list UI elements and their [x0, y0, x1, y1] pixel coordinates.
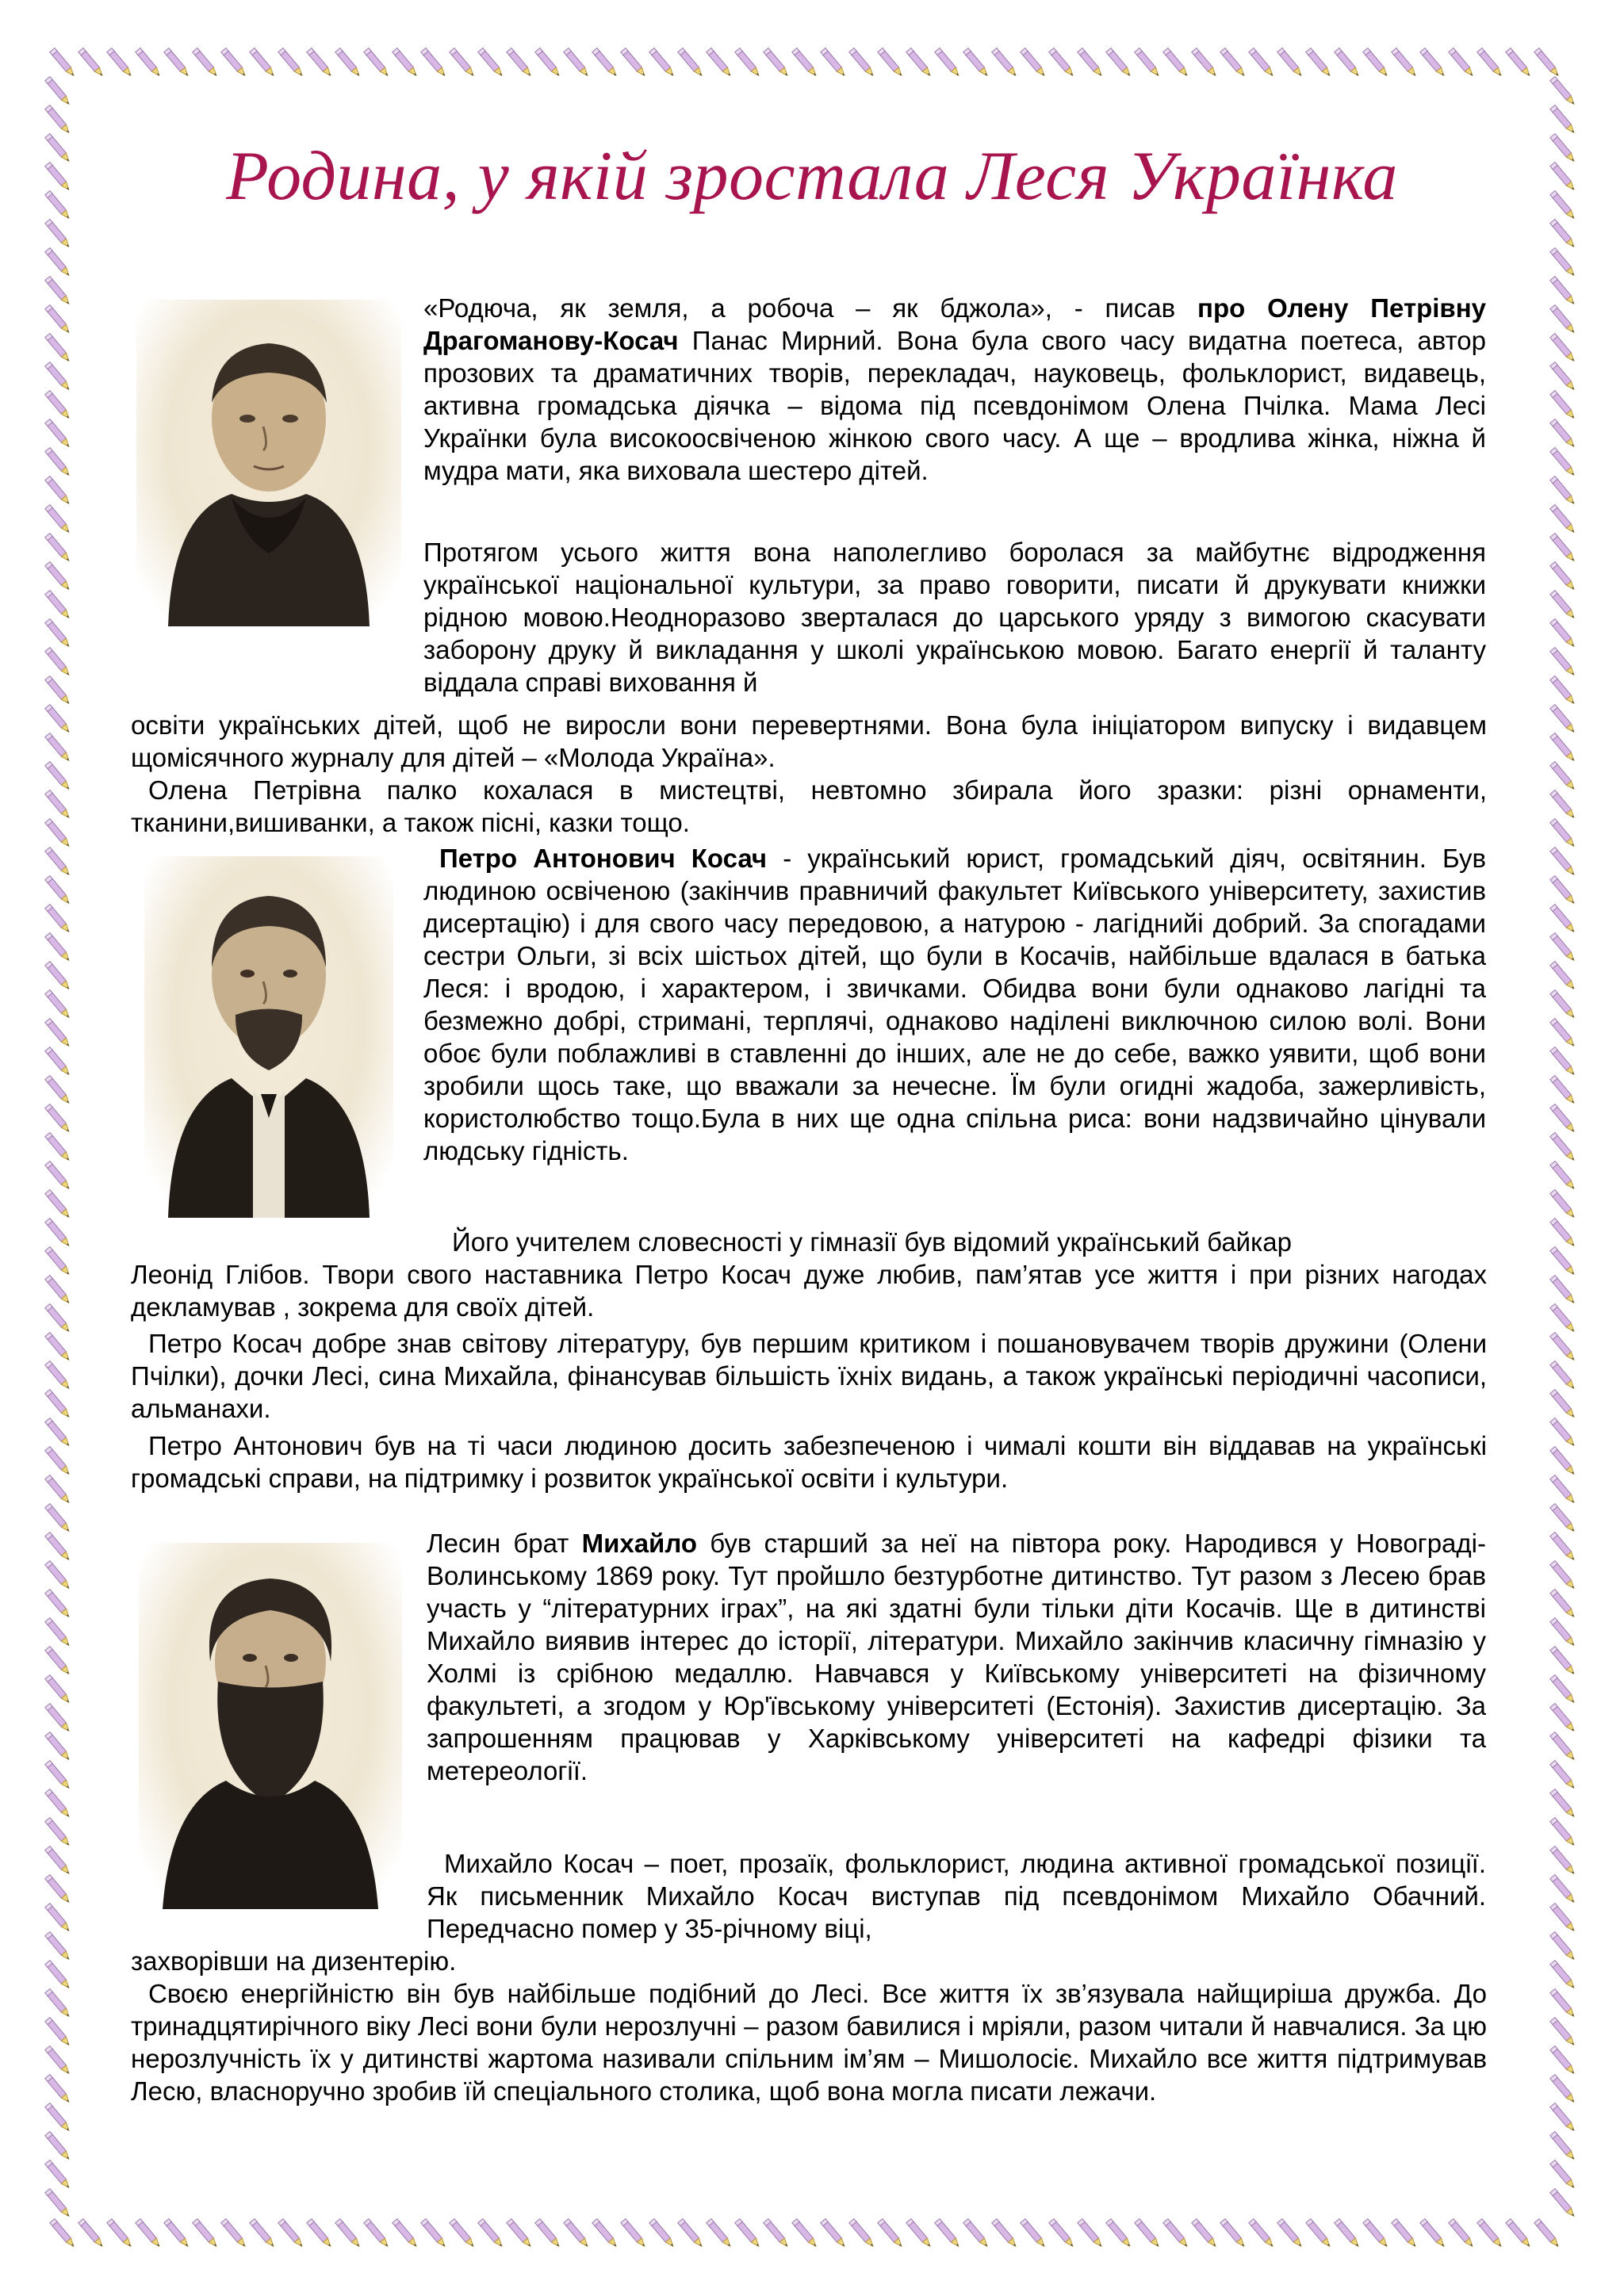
- pencil-icon: [1550, 1247, 1576, 1276]
- pencil-icon: [221, 2219, 247, 2248]
- pencil-icon: [1550, 419, 1576, 449]
- pencil-icon: [792, 48, 818, 78]
- pencil-icon: [107, 48, 133, 78]
- pencil-icon: [45, 762, 71, 791]
- pencil-icon: [1550, 476, 1576, 506]
- pencil-icon: [478, 2219, 504, 2248]
- pencil-icon: [1550, 1846, 1576, 1876]
- pencil-icon: [1550, 305, 1576, 335]
- pencil-icon: [45, 1561, 71, 1590]
- pencil-icon: [45, 676, 71, 706]
- pencil-icon: [45, 505, 71, 534]
- pencil-icon: [45, 277, 71, 306]
- pencil-icon: [79, 2219, 105, 2248]
- pencil-icon: [1106, 48, 1132, 78]
- pencil-icon: [1550, 1161, 1576, 1191]
- pencil-icon: [1534, 48, 1561, 78]
- petro-paragraph-2-rest: Леонід Глібов. Твори свого наставника Петро Косач дуже любив, пам’ятав усе життя і при різних нагодах декламував , зокрема для своїх дітей.: [131, 1260, 1487, 1322]
- pencil-icon: [1550, 534, 1576, 563]
- pencil-icon: [1550, 705, 1576, 734]
- pencil-icon: [1550, 1475, 1576, 1505]
- pencil-icon: [1550, 733, 1576, 763]
- pencil-icon: [45, 1161, 71, 1191]
- pencil-icon: [136, 2219, 162, 2248]
- pencil-icon: [45, 962, 71, 991]
- pencil-icon: [335, 48, 362, 78]
- pencil-icon: [1506, 48, 1532, 78]
- pencil-icon: [649, 2219, 676, 2248]
- pencil-icon: [1550, 819, 1576, 848]
- pencil-icon: [906, 2219, 933, 2248]
- pencil-icon: [1449, 48, 1475, 78]
- pencil-icon: [678, 2219, 704, 2248]
- pencil-icon: [1477, 2219, 1503, 2248]
- petro-paragraph-4: Петро Антонович був на ті часи людиною досить забезпеченою і чималі кошти він віддавав на українські громадські справи, на підтримку і розвиток української освіти і культури.: [131, 1431, 1487, 1493]
- pencil-icon: [393, 48, 419, 78]
- pencil-icon: [45, 1475, 71, 1505]
- pencil-icon: [992, 48, 1018, 78]
- pencil-icon: [45, 1504, 71, 1533]
- pencil-icon: [935, 48, 961, 78]
- pencil-icon: [1550, 762, 1576, 791]
- pencil-icon: [564, 2219, 590, 2248]
- pencil-icon: [1550, 2103, 1576, 2133]
- pencil-icon: [1550, 1418, 1576, 1448]
- pencil-icon: [963, 2219, 990, 2248]
- pencil-icon: [1106, 2219, 1132, 2248]
- pencil-icon: [307, 48, 333, 78]
- pencil-icon: [1550, 1276, 1576, 1305]
- pencil-icon: [1550, 1304, 1576, 1334]
- pencil-icon: [45, 2189, 71, 2218]
- pencil-icon: [1550, 77, 1576, 106]
- pencil-icon: [250, 48, 276, 78]
- pencil-icon: [45, 1533, 71, 1562]
- pencil-icon: [45, 1190, 71, 1219]
- pencil-icon: [393, 2219, 419, 2248]
- pencil-icon: [1550, 1076, 1576, 1105]
- mykhailo-paragraph-2-bottom: захворівши на дизентерію.: [131, 1946, 457, 1976]
- pencil-icon: [45, 305, 71, 335]
- pencil-icon: [45, 1219, 71, 1248]
- pencil-icon: [45, 1447, 71, 1476]
- pencil-icon: [45, 876, 71, 905]
- pencil-icon: [849, 2219, 875, 2248]
- pencil-icon: [1135, 2219, 1161, 2248]
- pencil-icon: [45, 1761, 71, 1790]
- pencil-icon: [45, 1647, 71, 1676]
- pencil-icon: [1550, 2018, 1576, 2047]
- pencil-icon: [1550, 905, 1576, 934]
- pencil-icon: [45, 562, 71, 591]
- pencil-icon: [45, 1590, 71, 1619]
- petro-full-name: Петро Антонович Косач: [439, 844, 768, 873]
- pencil-icon: [1550, 1989, 1576, 2019]
- petro-paragraph-3: Петро Косач добре знав світову літературу, був першим критиком і пошановувачем творів дружини (Олени Пчілки), дочки Лесі, сина Михайла, фінансував більшість їхніх видань, а також українські періодичні часописи, альманахи.: [131, 1329, 1487, 1423]
- pencil-icon: [1449, 2219, 1475, 2248]
- petro-kosach-portrait: [144, 856, 393, 1218]
- pencil-icon: [1550, 1133, 1576, 1162]
- pencil-icon: [1550, 2046, 1576, 2076]
- pencil-icon: [1220, 48, 1247, 78]
- pencil-icon: [45, 1076, 71, 1105]
- pencil-icon: [421, 2219, 447, 2248]
- pencil-icon: [1550, 790, 1576, 820]
- pencil-icon: [1363, 2219, 1389, 2248]
- pencil-icon: [45, 1704, 71, 1733]
- mykhailo-bio-text: був старший за неї на півтора року. Народився у Новограді-Волинському 1869 року. Тут пройшло безтурботне дитинство. Тут разом з Лесею брав участь у “літературних іграх”, на які здатні були тільки діти Косачів. Ще в дитинстві Михайло виявив інтерес до історії, літератури. Михайло закінчив класичну гімназію у Холмі із срібною медаллю. Навчався у Київському університеті на фізичному факультеті, а згодом у Юр'ївському університеті (Естонія). Захистив дисертацію. За запрошенням працював у Харківському університеті на кафедрі фізики та метереології.: [427, 1529, 1486, 1785]
- pencil-icon: [878, 48, 904, 78]
- pencil-icon: [1550, 1904, 1576, 1933]
- pencil-icon: [1078, 2219, 1104, 2248]
- pencil-icon: [1550, 248, 1576, 277]
- pencil-icon: [45, 1789, 71, 1819]
- olena-paragraph-3: Олена Петрівна палко кохалася в мистецтві, невтомно збирала його зразки: різні орнаменти, тканини,вишиванки, а також пісні, казки тощо.: [131, 775, 1487, 837]
- pencil-icon: [45, 1675, 71, 1705]
- pencil-icon: [45, 448, 71, 477]
- pencil-icon: [1550, 1618, 1576, 1647]
- pencil-icon: [507, 48, 533, 78]
- pencil-icon: [307, 2219, 333, 2248]
- pencil-icon: [1550, 2132, 1576, 2161]
- pencil-icon: [1550, 1675, 1576, 1705]
- pencil-icon: [1534, 2219, 1561, 2248]
- pencil-icon: [621, 48, 647, 78]
- pencil-icon: [1550, 619, 1576, 649]
- mykhailo-paragraph-2-top: Михайло Косач – поет, прозаїк, фольклорист, людина активної громадської позиції. Як письменник Михайло Косач виступав під псевдонімом Михайло Обачний. Передчасно помер у 35-річному віці,: [427, 1849, 1486, 1943]
- pencil-icon: [935, 2219, 961, 2248]
- pencil-icon: [764, 2219, 790, 2248]
- pencil-icon: [45, 248, 71, 277]
- pencil-icon: [649, 48, 676, 78]
- olena-pchilka-portrait: [136, 300, 401, 626]
- pencil-icon: [1550, 1047, 1576, 1077]
- pencil-icon: [1335, 48, 1361, 78]
- pencil-icon: [1550, 1019, 1576, 1048]
- pencil-icon: [45, 705, 71, 734]
- olena-full-name: Олену Петрівну Драгоманову-Косач: [423, 293, 1487, 355]
- pencil-icon: [45, 1361, 71, 1391]
- pencil-icon: [1550, 876, 1576, 905]
- pencil-icon: [963, 48, 990, 78]
- pencil-icon: [535, 48, 561, 78]
- pencil-icon: [1477, 48, 1503, 78]
- pencil-icon: [592, 2219, 619, 2248]
- pencil-icon: [1277, 2219, 1304, 2248]
- pencil-icon: [45, 1047, 71, 1077]
- pencil-icon: [1550, 1761, 1576, 1790]
- pencil-icon: [507, 2219, 533, 2248]
- pencil-icon: [1550, 105, 1576, 135]
- pencil-icon: [1550, 505, 1576, 534]
- olena-paragraph-1: [423, 292, 1486, 487]
- pencil-icon: [1163, 48, 1189, 78]
- pencil-icon: [707, 2219, 733, 2248]
- pencil-icon: [792, 2219, 818, 2248]
- pencil-icon: [1550, 676, 1576, 706]
- pencil-icon: [1550, 1789, 1576, 1819]
- pencil-icon: [1550, 334, 1576, 363]
- pencil-icon: [107, 2219, 133, 2248]
- pencil-icon: [164, 2219, 190, 2248]
- pencil-icon: [45, 2046, 71, 2076]
- pencil-icon: [45, 1019, 71, 1048]
- pencil-icon: [1550, 1818, 1576, 1847]
- pencil-icon: [1163, 2219, 1189, 2248]
- pencil-icon: [45, 1276, 71, 1305]
- pencil-icon: [45, 1104, 71, 1134]
- pencil-icon: [1550, 1961, 1576, 1990]
- pencil-icon: [678, 48, 704, 78]
- pencil-icon: [45, 220, 71, 249]
- pencil-icon: [564, 48, 590, 78]
- pencil-icon: [45, 990, 71, 1020]
- pencil-icon: [1277, 48, 1304, 78]
- pencil-icon: [45, 334, 71, 363]
- pencil-icon: [45, 933, 71, 962]
- pencil-icon: [1550, 2075, 1576, 2104]
- mykhailo-intro-text: Лесин брат: [427, 1529, 582, 1558]
- pencil-icon: [164, 48, 190, 78]
- pencil-icon: [45, 1818, 71, 1847]
- mykhailo-paragraph-1: [427, 1527, 1486, 1787]
- pencil-icon: [1550, 1932, 1576, 1961]
- pencil-icon: [1550, 448, 1576, 477]
- pencil-icon: [45, 1247, 71, 1276]
- pencil-icon: [45, 1418, 71, 1448]
- pencil-icon: [1550, 933, 1576, 962]
- pencil-icon: [1550, 277, 1576, 306]
- pencil-icon: [1550, 591, 1576, 620]
- pencil-icon: [1550, 1390, 1576, 1419]
- pencil-icon: [1392, 2219, 1418, 2248]
- pencil-icon: [45, 1961, 71, 1990]
- pencil-icon: [45, 2018, 71, 2047]
- pencil-icon: [45, 619, 71, 649]
- pencil-icon: [878, 2219, 904, 2248]
- pencil-icon: [707, 48, 733, 78]
- pencil-icon: [1550, 1190, 1576, 1219]
- pencil-icon: [821, 48, 847, 78]
- pencil-icon: [45, 105, 71, 135]
- pencil-icon: [1049, 48, 1075, 78]
- pencil-icon: [1550, 962, 1576, 991]
- pencil-icon: [1550, 562, 1576, 591]
- pencil-icon: [45, 648, 71, 677]
- pencil-icon: [278, 2219, 304, 2248]
- pencil-icon: [45, 733, 71, 763]
- pencil-icon: [45, 391, 71, 420]
- pencil-icon: [1550, 1361, 1576, 1391]
- pencil-icon: [1506, 2219, 1532, 2248]
- petro-bio-text: - український юрист, громадський діяч, освітянин. Був людиною освіченою (закінчив правничий факультет Київського університету, захистив дисертацію) і для свого часу передовою, а натурою - лагіднийі добрий. За спогадами сестри Ольги, зі всіх шістьох дітей, що були в Косачів, найбільше вдалася в батька Леся: і вродою, і характером, і звичками. Обидва вони були однаково лагідні та безмежно добрі, стримані, терплячі, однаково наділені виключною силою волі. Вони обоє були поблажливі в ставленні до інших, але не до себе, важко уявити, щоб вони зробили щось таке, що вважали за нечесне. Їм були огидні жадоба, зажерливість, користолюбство тощо.Була в них ще одна спільна риса: вони надзвичайно цінували людську гідність.: [423, 844, 1487, 1165]
- pencil-icon: [193, 2219, 219, 2248]
- pencil-icon: [45, 77, 71, 106]
- petro-paragraph-1: [423, 842, 1486, 1167]
- pencil-icon: [906, 48, 933, 78]
- pencil-icon: [45, 2160, 71, 2190]
- pencil-icon: [45, 1333, 71, 1362]
- pencil-icon: [45, 1618, 71, 1647]
- pencil-icon: [849, 48, 875, 78]
- mykhailo-paragraph-3: Своєю енергійністю він був найбільше подібний до Лесі. Все життя їх зв’язувала найщиріша дружба. До тринадцятирічного віку Лесі вони були нерозлучні – разом бавилися і мріяли, разом читали й навчалися. За цю нерозлучність їх у дитинстві жартома називали спільним ім’ям – Мишолосіє. Михайло все життя підтримував Лесю, власноручно зробив їй спеціального столика, щоб вона могла писати лежачи.: [131, 1979, 1487, 2106]
- pencil-icon: [45, 1732, 71, 1762]
- pencil-icon: [1550, 362, 1576, 392]
- pencil-icon: [1550, 990, 1576, 1020]
- pencil-icon: [136, 48, 162, 78]
- pencil-icon: [1550, 1561, 1576, 1590]
- pencil-icon: [1550, 1219, 1576, 1248]
- pencil-icon: [45, 790, 71, 820]
- pencil-icon: [1021, 2219, 1047, 2248]
- pencil-icon: [45, 591, 71, 620]
- pencil-icon: [1021, 48, 1047, 78]
- pencil-icon: [1550, 648, 1576, 677]
- pencil-icon: [1078, 48, 1104, 78]
- pencil-icon: [45, 848, 71, 877]
- pencil-icon: [45, 362, 71, 392]
- pencil-icon: [79, 48, 105, 78]
- pencil-icon: [45, 419, 71, 449]
- pencil-icon: [450, 48, 476, 78]
- pencil-icon: [1550, 1333, 1576, 1362]
- pencil-icon: [45, 819, 71, 848]
- pencil-icon: [992, 2219, 1018, 2248]
- pencil-icon: [1306, 48, 1332, 78]
- pencil-icon: [1550, 391, 1576, 420]
- pencil-icon: [1392, 48, 1418, 78]
- olena-bio-text: Панас Мирний. Вона була свого часу видатна поетеса, автор прозових та драматичних творів, перекладач, науковець, фольклорист, видавець, активна громадська діячка – відома під псевдонімом Олена Пчілка. Мама Лесі Українки була високоосвіченою жінкою свого часу. А ще – вродлива жінка, ніжна й мудра мати, яка виховала шестеро дітей.: [423, 326, 1486, 485]
- pencil-icon: [1192, 2219, 1218, 2248]
- page-title: Родина, у якій зростала Леся Українка: [226, 138, 1398, 215]
- pencil-icon: [450, 2219, 476, 2248]
- pencil-icon: [478, 48, 504, 78]
- pencil-icon: [735, 2219, 761, 2248]
- pencil-icon: [45, 1133, 71, 1162]
- pencil-icon: [45, 1932, 71, 1961]
- pencil-icon: [1420, 48, 1446, 78]
- pencil-icon: [592, 48, 619, 78]
- pencil-icon: [1550, 848, 1576, 877]
- pencil-icon: [250, 2219, 276, 2248]
- pencil-icon: [45, 1390, 71, 1419]
- pencil-icon: [50, 48, 76, 78]
- pencil-icon: [1550, 1504, 1576, 1533]
- olena-intro-text: «Родюча, як земля, а робоча – як бджола», - писав: [423, 293, 1198, 323]
- olena-paragraph-2-bottom: освіти українських дітей, щоб не виросли вони перевертнями. Вона була ініціатором випуску і видавцем щомісячного журналу для дітей – «Молода Україна».: [131, 710, 1487, 772]
- pencil-icon: [1550, 220, 1576, 249]
- pencil-icon: [1550, 1533, 1576, 1562]
- pencil-icon: [45, 2075, 71, 2104]
- pencil-icon: [45, 1304, 71, 1334]
- pencil-icon: [1550, 1447, 1576, 1476]
- pencil-icon: [1550, 1732, 1576, 1762]
- pencil-icon: [621, 2219, 647, 2248]
- pencil-icon: [1249, 2219, 1275, 2248]
- pencil-icon: [1420, 2219, 1446, 2248]
- pencil-icon: [278, 48, 304, 78]
- pencil-icon: [45, 534, 71, 563]
- pencil-icon: [1550, 1704, 1576, 1733]
- pencil-icon: [1249, 48, 1275, 78]
- pencil-icon: [764, 48, 790, 78]
- pencil-icon: [221, 48, 247, 78]
- olena-pro-word: про: [1197, 293, 1268, 323]
- pencil-icon: [1306, 2219, 1332, 2248]
- olena-paragraph-2-top: Протягом усього життя вона наполегливо боролася за майбутнє відродження української національної культури, за право говорити, писати й друкувати книжки рідною мовою.Неодноразово зверталася до царського уряду з вимогою скасувати заборону друку й викладання у школі українською мовою. Багато енергії й таланту віддала справі виховання й: [423, 538, 1486, 697]
- pencil-icon: [1220, 2219, 1247, 2248]
- pencil-icon: [45, 1846, 71, 1876]
- pencil-icon: [1550, 1104, 1576, 1134]
- pencil-icon: [535, 2219, 561, 2248]
- pencil-icon: [45, 2103, 71, 2133]
- pencil-icon: [1363, 48, 1389, 78]
- pencil-icon: [1550, 1590, 1576, 1619]
- pencil-icon: [1550, 1875, 1576, 1904]
- pencil-icon: [45, 905, 71, 934]
- pencil-icon: [45, 1904, 71, 1933]
- pencil-icon: [45, 1875, 71, 1904]
- pencil-icon: [821, 2219, 847, 2248]
- pencil-icon: [45, 1989, 71, 2019]
- pencil-icon: [45, 2132, 71, 2161]
- pencil-icon: [50, 2219, 76, 2248]
- pencil-icon: [1335, 2219, 1361, 2248]
- pencil-icon: [421, 48, 447, 78]
- pencil-icon: [1135, 48, 1161, 78]
- pencil-icon: [1550, 2160, 1576, 2190]
- pencil-icon: [1049, 2219, 1075, 2248]
- pencil-icon: [735, 48, 761, 78]
- pencil-icon: [45, 476, 71, 506]
- pencil-icon: [1192, 48, 1218, 78]
- pencil-icon: [335, 2219, 362, 2248]
- mykhailo-kosach-portrait: [139, 1543, 402, 1909]
- mykhailo-name: Михайло: [581, 1529, 698, 1558]
- pencil-icon: [364, 48, 390, 78]
- pencil-icon: [1550, 1647, 1576, 1676]
- pencil-icon: [1550, 2189, 1576, 2218]
- pencil-icon: [364, 2219, 390, 2248]
- petro-paragraph-2-first: Його учителем словесності у гімназії був відомий український байкар: [452, 1227, 1292, 1257]
- pencil-icon: [193, 48, 219, 78]
